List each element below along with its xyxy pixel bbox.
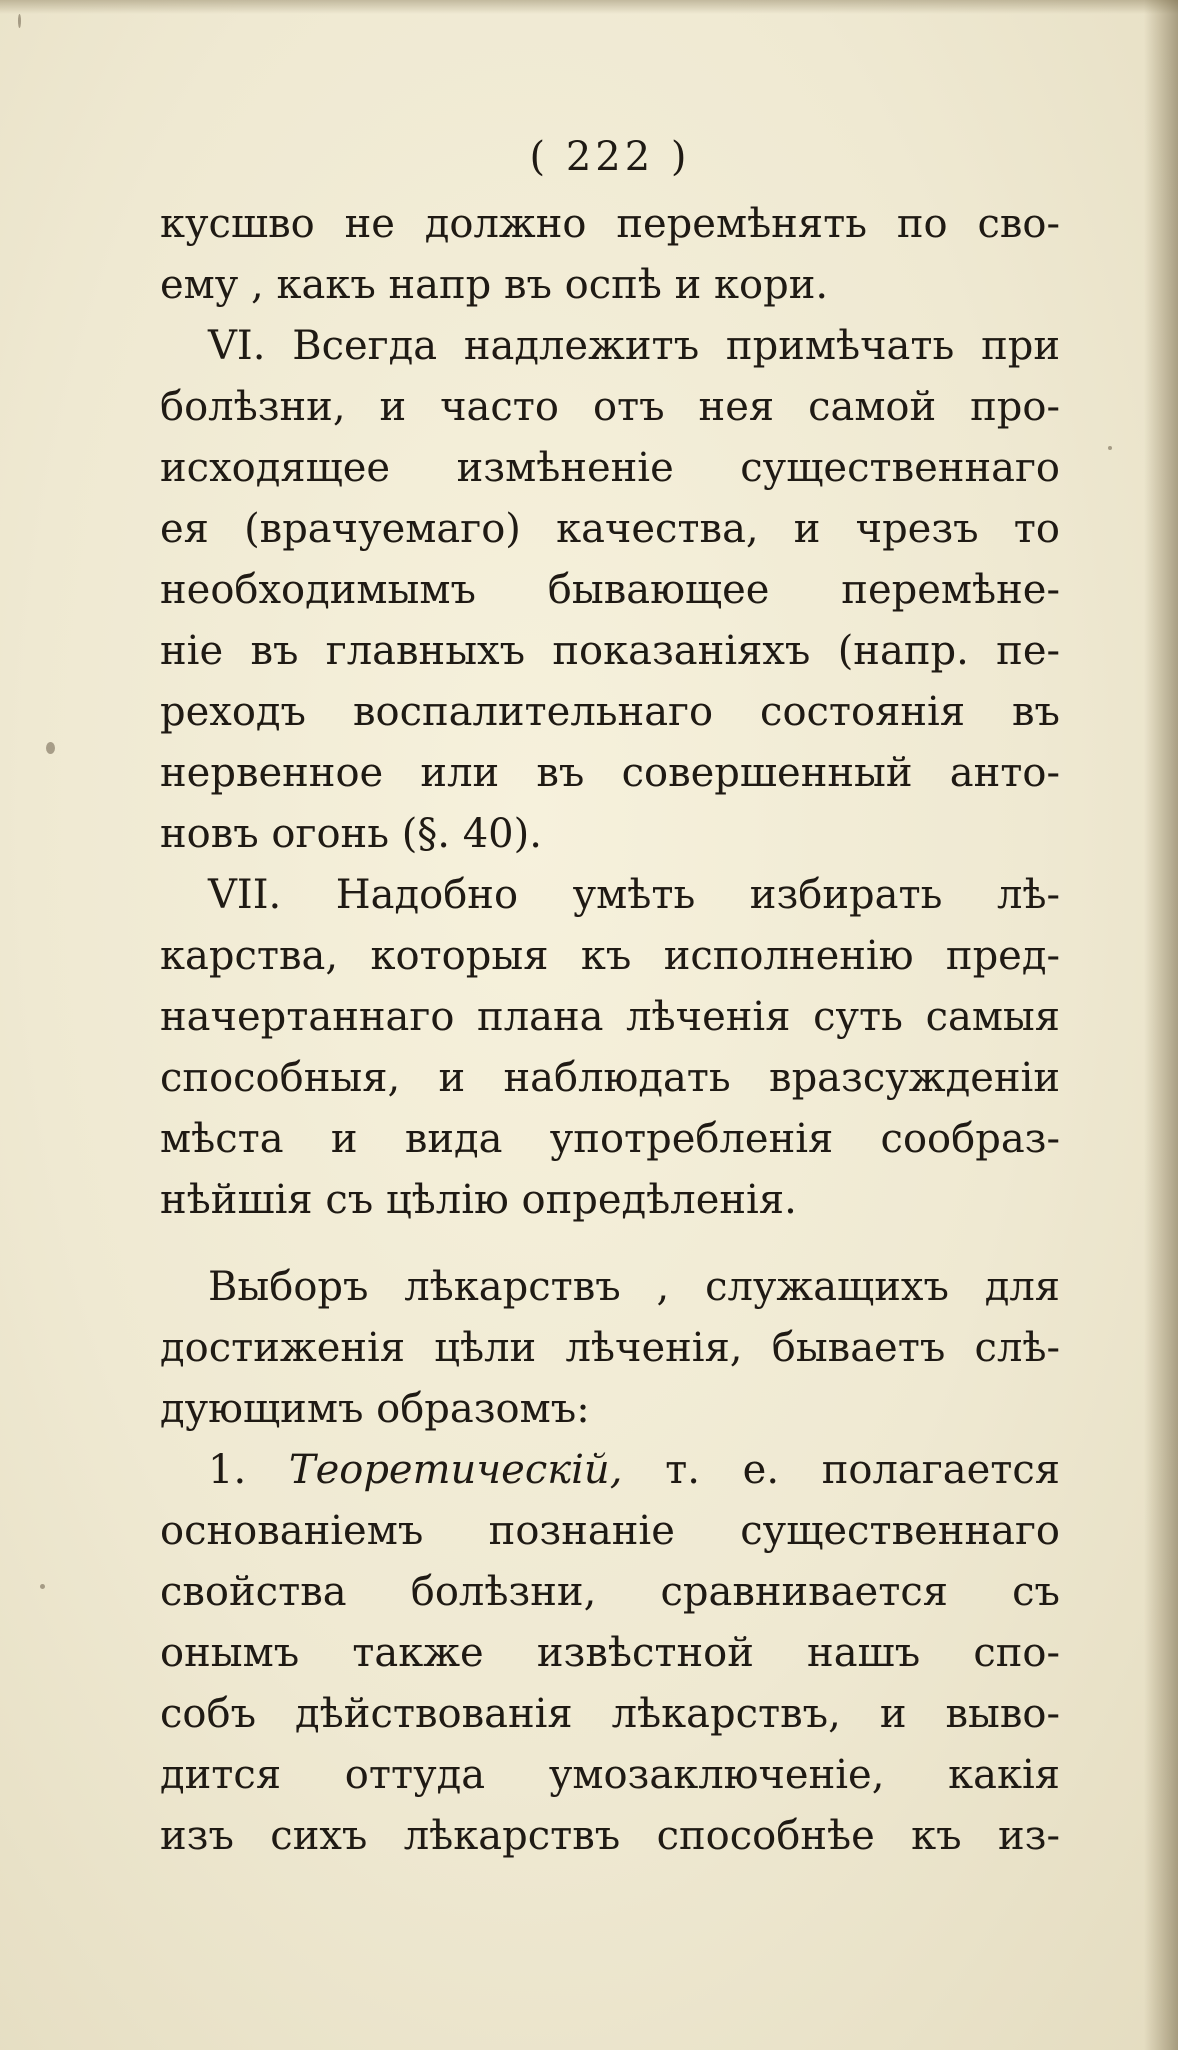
- text-line: способныя, и наблюдать вразсужденіи: [160, 1055, 1060, 1101]
- text-line: новъ огонь (§. 40).: [160, 811, 542, 857]
- paragraph-gap: [160, 1231, 1060, 1257]
- text-line: реходъ воспалительнаго состоянія въ: [160, 689, 1060, 735]
- text-line: болѣзни, и часто отъ нея самой про-: [160, 384, 1060, 430]
- page-text: [160, 120, 1060, 1867]
- text-line: кусшво не должно перемѣнять по сво-: [160, 201, 1060, 247]
- page-number: ( 222 ): [529, 134, 691, 180]
- paper-speck: [1108, 446, 1112, 450]
- page-edge-shadow: [1144, 0, 1178, 2050]
- text-line: нервенное или въ совершенный анто-: [160, 750, 1060, 796]
- text-line: собъ дѣйствованія лѣкарствъ, и выво-: [160, 1691, 1060, 1737]
- paragraph-start-line: VI. Всегда надлежитъ примѣчать при: [208, 323, 1060, 369]
- text-line: достиженія цѣли лѣченія, бываетъ слѣ-: [160, 1325, 1060, 1371]
- item-number: 1.: [208, 1447, 247, 1493]
- paper-speck: [46, 742, 55, 754]
- item-term: Теоретическій,: [288, 1447, 623, 1493]
- text-line: свойства болѣзни, сравнивается съ: [160, 1569, 1060, 1615]
- text-line: ея (врачуемаго) качества, и чрезъ то: [160, 506, 1060, 552]
- paper-speck: [40, 1584, 45, 1589]
- text-line: дится оттуда умозаключеніе, какія: [160, 1752, 1060, 1798]
- text-line: необходимымъ бывающее перемѣне-: [160, 567, 1060, 613]
- numbered-item-line: [160, 1440, 1060, 1501]
- text-line: ему , какъ напр въ оспѣ и кори.: [160, 262, 829, 308]
- text-line: нѣйшія съ цѣлію опредѣленія.: [160, 1177, 797, 1223]
- text-line: карства, которыя къ исполненію пред-: [160, 933, 1060, 979]
- text-line: изъ сихъ лѣкарствъ способнѣе къ из-: [160, 1813, 1060, 1859]
- page-top-shadow: [0, 0, 1178, 14]
- text-line: исходящее измѣненіе существеннаго: [160, 445, 1060, 491]
- item-text: т. е. полагается: [665, 1447, 1061, 1493]
- text-line: ніе въ главныхъ показаніяхъ (напр. пе-: [160, 628, 1060, 674]
- text-line: дующимъ образомъ:: [160, 1386, 590, 1432]
- paper-speck: [18, 14, 21, 28]
- text-line: онымъ также извѣстной нашъ спо-: [160, 1630, 1060, 1676]
- text-line: мѣста и вида употребленія сообраз-: [160, 1116, 1060, 1162]
- text-line: начертаннаго плана лѣченія суть самыя: [160, 994, 1060, 1040]
- text-line: основаніемъ познаніе существеннаго: [160, 1508, 1060, 1554]
- paragraph-start-line: VII. Надобно умѣть избирать лѣ-: [208, 872, 1060, 918]
- paragraph-start-line: Выборъ лѣкарствъ , служащихъ для: [208, 1264, 1060, 1310]
